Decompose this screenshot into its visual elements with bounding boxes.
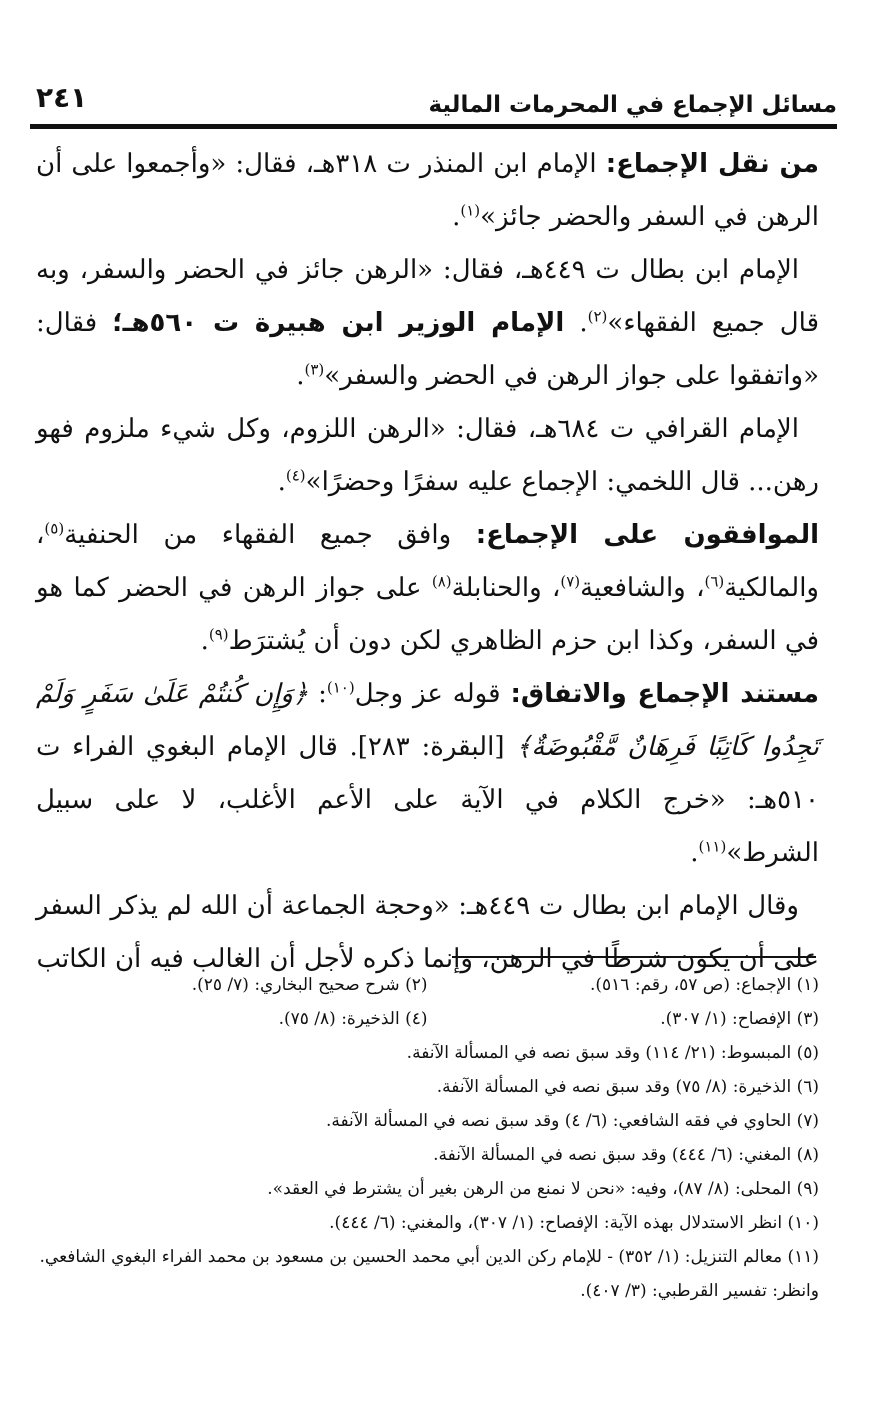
footnote-7: (٧) الحاوي في فقه الشافعي: (٦/ ٤) وقد سبق نصه في المسألة الآنفة. — [325, 1111, 819, 1131]
section-label: مستند الإجماع والاتفاق: — [510, 679, 820, 709]
paragraph-ibn-battal — [36, 244, 819, 403]
footnote-11: (١١) معالم التنزيل: (١/ ٣٥٢) - للإمام ركن الدين أبي محمد الحسين بن مسعود بن محمد الفراء البغوي الشافعي. وانظر: تفسير القرطبي: (٣/ ٤٠٧). — [39, 1247, 819, 1301]
footnote-6: (٦) الذخيرة: (٨/ ٧٥) وقد سبق نصه في المسألة الآنفة. — [436, 1077, 819, 1097]
punctuation: . — [564, 308, 588, 338]
paragraph-text: وقال الإمام ابن بطال ت ٤٤٩هـ: «وحجة الجماعة أن الله لم يذكر السفر على أن يكون شرطًا في الرهن، وإنما ذكره لأجل أن الغالب فيه أن الكاتب — [36, 891, 819, 974]
section-label: الإمام الوزير ابن هبيرة ت ٥٦٠هـ؛ — [112, 308, 565, 338]
paragraph-text: قوله عز وجل — [354, 679, 511, 709]
footnote-ref: (٦) — [704, 572, 725, 591]
section-label: الموافقون على الإجماع: — [475, 520, 819, 550]
punctuation: : — [308, 679, 327, 709]
footnote-ref: (١١) — [698, 837, 727, 856]
section-label: من نقل الإجماع: — [605, 149, 820, 179]
paragraph-text: وافق جميع الفقهاء من الحنفية — [64, 520, 476, 550]
footnote-9: (٩) المحلى: (٨/ ٨٧)، وفيه: «نحن لا نمنع من الرهن بغير أن يشترط في العقد». — [267, 1179, 819, 1199]
running-title: مسائل الإجماع في المحرمات المالية — [428, 92, 837, 118]
footnote-ref: (٨) — [431, 572, 452, 591]
paragraph-text: الإمام ابن المنذر ت ٣١٨هـ، فقال: «وأجمعوا على أن الرهن في السفر والحضر جائز» — [36, 149, 819, 232]
paragraph-basis — [36, 668, 819, 880]
footnote-5: (٥) المبسوط: (٢١/ ١١٤) وقد سبق نصه في المسألة الآنفة. — [406, 1043, 819, 1063]
paragraph-qarafi — [36, 403, 819, 509]
punctuation: . — [690, 838, 699, 868]
footnote-ref: (٣) — [304, 360, 325, 379]
footnote-2: (٢) شرح صحيح البخاري: (٧/ ٢٥). — [191, 975, 428, 995]
footnote-ref: (٤) — [285, 466, 306, 485]
punctuation: . — [200, 626, 209, 656]
paragraph-agreeing — [36, 509, 819, 668]
main-text — [36, 138, 819, 986]
footnote-ref: (٥) — [44, 519, 65, 538]
footnote-3: (٣) الإفصاح: (١/ ٣٠٧). — [660, 1009, 819, 1029]
paragraph-text: الإمام القرافي ت ٦٨٤هـ، فقال: «الرهن اللزوم، وكل شيء ملزوم فهو رهن... قال اللخمي: الإجماع عليه سفرًا وحضرًا» — [36, 414, 819, 497]
page-header — [30, 68, 837, 129]
footnote-ref: (٧) — [560, 572, 581, 591]
footnote-4: (٤) الذخيرة: (٨/ ٧٥). — [278, 1009, 428, 1029]
footnote-ref: (١٠) — [326, 678, 355, 697]
footnote-ref: (٢) — [587, 307, 608, 326]
footnotes — [36, 968, 819, 1308]
footnote-1: (١) الإجماع: (ص ٥٧، رقم: ٥١٦). — [589, 975, 819, 995]
footnote-10: (١٠) انظر الاستدلال بهذه الآية: الإفصاح: (١/ ٣٠٧)، والمغني: (٦/ ٤٤٤). — [329, 1213, 819, 1233]
footnote-row — [36, 968, 819, 1002]
footnote-ref: (٩) — [208, 625, 229, 644]
paragraph-text: على جواز الرهن في الحضر كما هو في السفر، وكذا ابن حزم الظاهري لكن دون أن يُشترَط — [36, 573, 819, 656]
punctuation: . — [452, 202, 461, 232]
paragraph-text: ، والحنابلة — [451, 573, 561, 603]
page-number: ٢٤١ — [36, 81, 88, 114]
paragraph-text: [البقرة: ٢٨٣]. قال الإمام البغوي الفراء ت ٥١٠هـ: «خرج الكلام في الآية على الأعم الأغلب، لا على سبيل الشرط» — [36, 732, 819, 868]
paragraph-text: ، والمالكية — [36, 520, 819, 603]
quran-verse: ﴿وَإِن كُنتُمْ عَلَىٰ سَفَرٍ وَلَمْ تَجِدُوا كَاتِبًا فَرِهَانٌ مَّقْبُوضَةٌ﴾ — [36, 679, 820, 762]
footnote-row — [36, 1002, 819, 1036]
paragraph-text: فقال: «واتفقوا على جواز الرهن في الحضر والسفر» — [36, 308, 819, 391]
footnote-8: (٨) المغني: (٦/ ٤٤٤) وقد سبق نصه في المسألة الآنفة. — [433, 1145, 819, 1165]
paragraph-text: الإمام ابن بطال ت ٤٤٩هـ، فقال: «الرهن جائز في الحضر والسفر، وبه قال جميع الفقهاء» — [36, 255, 820, 338]
punctuation: . — [277, 467, 286, 497]
footnote-divider — [452, 956, 816, 958]
punctuation: . — [296, 361, 305, 391]
paragraph-transmitters — [36, 138, 819, 244]
footnote-ref: (١) — [460, 201, 481, 220]
paragraph-text: ، والشافعية — [580, 573, 705, 603]
